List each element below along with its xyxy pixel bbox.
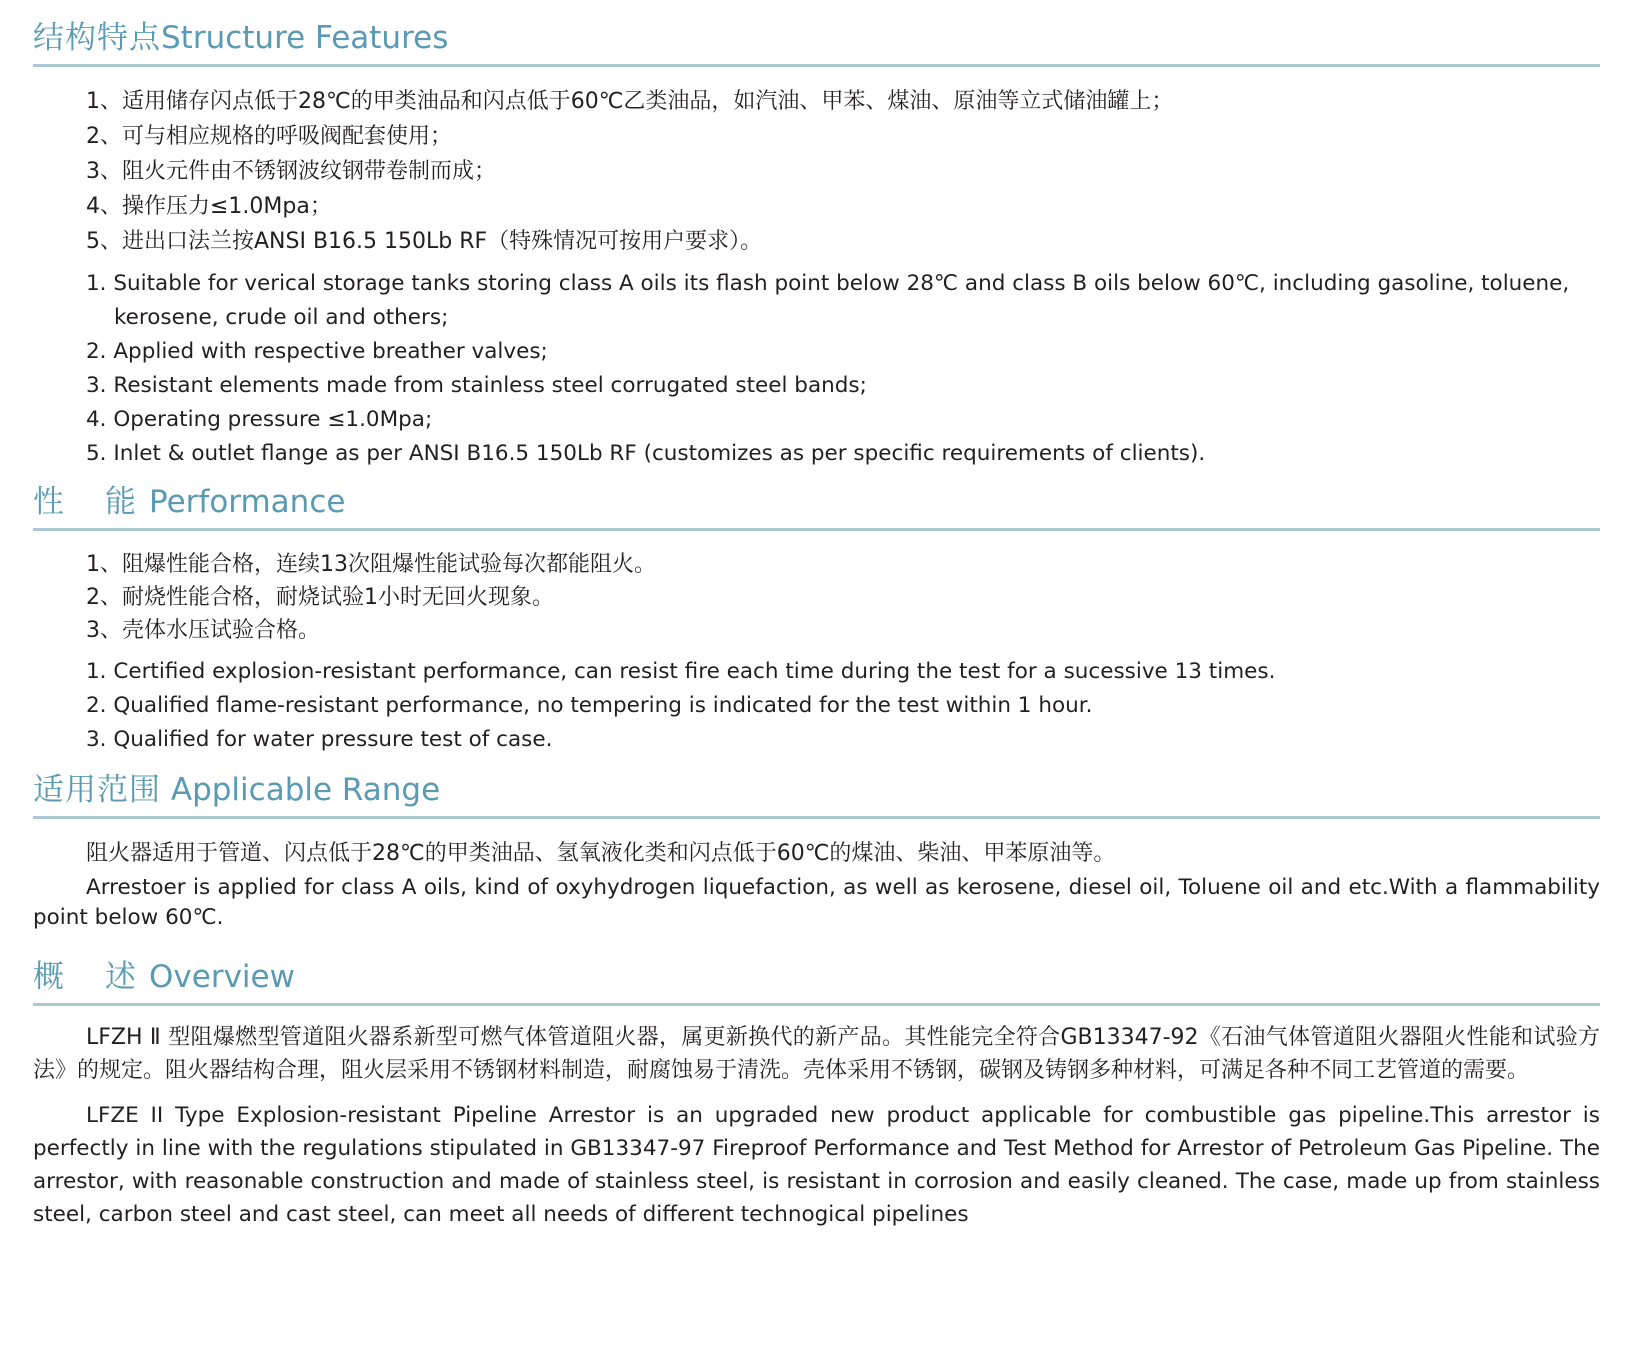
performance-body <box>33 548 1600 757</box>
overview-body <box>33 1021 1600 1231</box>
performance-heading <box>33 482 1600 531</box>
list-item: 4. Operating pressure ≤1.0Mpa; <box>86 407 433 432</box>
list-item: 1、适用储存闪点低于28℃的甲类油品和闪点低于60℃乙类油品，如汽油、甲苯、煤油、原油等立式储油罐上； <box>86 89 1174 114</box>
list-item: 3. Qualified for water pressure test of case. <box>86 727 553 752</box>
structure-zh-list <box>33 84 1600 259</box>
list-item: 2. Applied with respective breather valves; <box>86 339 548 364</box>
list-item: 2、可与相应规格的呼吸阀配套使用； <box>86 124 452 149</box>
overview-en-text: LFZE II Type Explosion-resistant Pipeline Arrestor is an upgraded new product applicable for combustible gas pipeline.This arrestor is perfectly in line with the regulations stipulated in GB13347-97 Fireproof Performance and Test Method for Arrestor of Petroleum Gas Pipeline. The arrestor, with reasonable construction and made of stainless steel, is resistant in corrosion and easily cleaned. The case, made up from stainless steel, carbon steel and cast steel, can meet all needs of different technogical pipelines <box>33 1103 1600 1227</box>
list-item: 3、壳体水压试验合格。 <box>86 618 320 643</box>
heading-en: Applicable Range <box>170 772 441 808</box>
heading-en: Performance <box>149 484 346 520</box>
structure-features-heading <box>33 18 1600 67</box>
applicable-range-heading <box>33 770 1600 819</box>
structure-en-list <box>33 267 1600 471</box>
overview-zh-text: LFZH Ⅱ 型阻爆燃型管道阻火器系新型可燃气体管道阻火器，属更新换代的新产品。其性能完全符合GB13347-92《石油气体管道阻火器阻火性能和试验方法》的规定。阻火器结构合理，阻火层采用不锈钢材料制造，耐腐蚀易于清洗。壳体采用不锈钢，碳钢及铸钢多种材料，可满足各种不同工艺管道的需要。 <box>33 1025 1600 1083</box>
performance-zh-list <box>33 548 1600 647</box>
heading-en: Structure Features <box>161 20 449 56</box>
heading-en: Overview <box>149 959 295 995</box>
list-item: 5. Inlet & outlet flange as per ANSI B16.5 150Lb RF (customizes as per specific requirements of clients). <box>86 441 1206 466</box>
list-item: 3、阻火元件由不锈钢波纹钢带卷制而成； <box>86 159 496 184</box>
overview-heading <box>33 957 1600 1006</box>
list-item: 1. Certified explosion-resistant performance, can resist fire each time during the test for a sucessive 13 times. <box>86 659 1276 684</box>
heading-zh: 概 述 <box>33 959 137 995</box>
list-item: 3. Resistant elements made from stainless steel corrugated steel bands; <box>86 373 867 398</box>
structure-features-body <box>33 84 1600 471</box>
heading-zh: 结构特点 <box>33 20 161 56</box>
list-item: 2、耐烧性能合格，耐烧试验1小时无回火现象。 <box>86 585 554 610</box>
list-item: 1、阻爆性能合格，连续13次阻爆性能试验每次都能阻火。 <box>86 552 656 577</box>
range-en-text: Arrestoer is applied for class A oils, kind of oxyhydrogen liquefaction, as well as kerosene, diesel oil, Toluene oil and etc.With a flammability point below 60℃. <box>33 875 1600 930</box>
list-item: 1. Suitable for verical storage tanks storing class A oils its flash point below 28℃ and class B oils below 60℃, including gasoline, toluene, kerosene, crude oil and others; <box>86 271 1570 330</box>
list-item: 5、进出口法兰按ANSI B16.5 150Lb RF（特殊情况可按用户要求）。 <box>86 229 763 254</box>
heading-zh: 性 能 <box>33 484 137 520</box>
performance-en-list <box>33 655 1600 757</box>
list-item: 2. Qualified flame-resistant performance, no tempering is indicated for the test within 1 hour. <box>86 693 1093 718</box>
heading-zh: 适用范围 <box>33 772 161 808</box>
list-item: 4、操作压力≤1.0Mpa； <box>86 194 332 219</box>
applicable-range-body <box>33 836 1600 933</box>
range-zh-text: 阻火器适用于管道、闪点低于28℃的甲类油品、氢氧液化类和闪点低于60℃的煤油、柴油、甲苯原油等。 <box>86 841 1116 866</box>
